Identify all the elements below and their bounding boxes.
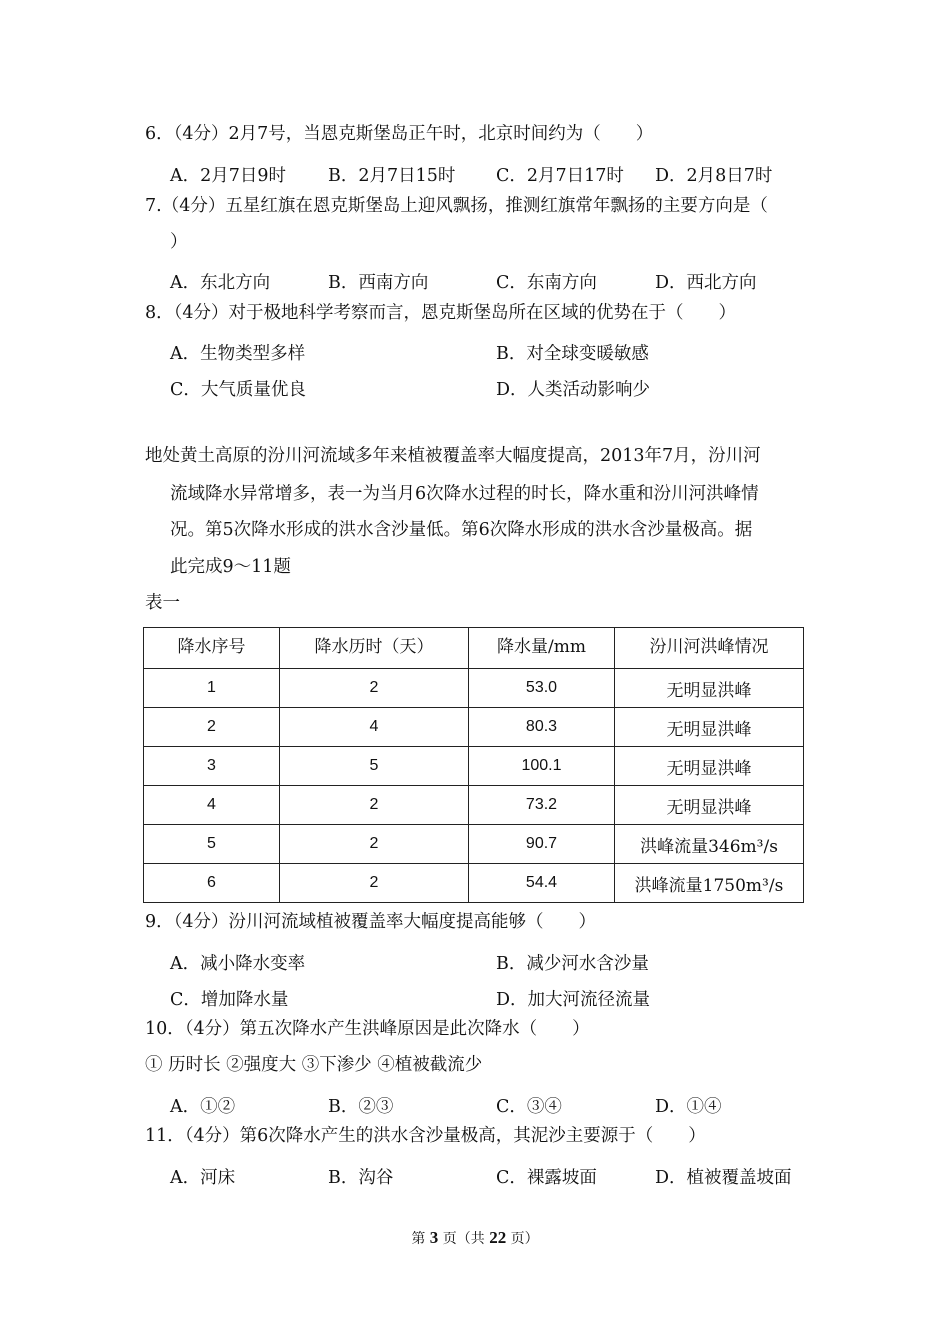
table-cell: 2 xyxy=(280,864,469,903)
table-cell: 73.2 xyxy=(469,786,615,825)
table-cell: 洪峰流量346m³/s xyxy=(615,825,804,864)
question-6-option-a: A．2月7日9时 xyxy=(170,166,287,186)
table-cell: 90.7 xyxy=(469,825,615,864)
table-cell: 2 xyxy=(280,786,469,825)
table-cell: 无明显洪峰 xyxy=(615,747,804,786)
table-cell: 53.0 xyxy=(469,669,615,708)
passage-line-4: 此完成9～11题 xyxy=(170,557,291,577)
question-10-option-b: B．②③ xyxy=(328,1097,394,1117)
table-cell: 5 xyxy=(280,747,469,786)
footer-total-pages: 22 xyxy=(489,1228,507,1247)
table-cell: 100.1 xyxy=(469,747,615,786)
question-8-option-a: A．生物类型多样 xyxy=(170,344,306,364)
table-cell: 无明显洪峰 xyxy=(615,669,804,708)
question-10-option-a: A．①② xyxy=(170,1097,236,1117)
table-cell: 无明显洪峰 xyxy=(615,708,804,747)
question-9-option-b: B．减少河水含沙量 xyxy=(496,954,649,974)
question-7-option-d: D．西北方向 xyxy=(655,273,757,293)
question-10-stem: 10．（4分）第五次降水产生洪峰原因是此次降水（ ） xyxy=(145,1019,590,1039)
question-10-option-d: D．①④ xyxy=(655,1097,722,1117)
table-cell: 无明显洪峰 xyxy=(615,786,804,825)
table-cell: 4 xyxy=(280,708,469,747)
table-row xyxy=(144,864,804,903)
footer-prefix: 第 xyxy=(411,1231,426,1247)
table-header-row xyxy=(144,628,804,669)
question-8-option-c: C．大气质量优良 xyxy=(170,380,306,400)
question-6-option-c: C．2月7日17时 xyxy=(496,166,624,186)
question-9-option-d: D．加大河流径流量 xyxy=(496,990,651,1010)
page-footer xyxy=(0,1228,950,1248)
question-6-option-d: D．2月8日7时 xyxy=(655,166,773,186)
table-cell: 4 xyxy=(144,786,280,825)
table-caption: 表一 xyxy=(145,593,180,613)
passage-line-2: 流域降水异常增多，表一为当月6次降水过程的时长，降水重和汾川河洪峰情 xyxy=(170,484,759,504)
table-cell: 54.4 xyxy=(469,864,615,903)
question-8-option-d: D．人类活动影响少 xyxy=(496,380,651,400)
footer-suffix: 页） xyxy=(510,1231,539,1247)
question-8-stem: 8．（4分）对于极地科学考察而言，恩克斯堡岛所在区域的优势在于（ ） xyxy=(145,303,737,323)
table-cell: 2 xyxy=(280,825,469,864)
question-10-option-c: C．③④ xyxy=(496,1097,562,1117)
header-cell: 降水序号 xyxy=(144,628,280,669)
table-cell: 2 xyxy=(144,708,280,747)
table-cell: 2 xyxy=(280,669,469,708)
table-cell: 洪峰流量1750m³/s xyxy=(615,864,804,903)
question-7-stem: 7.（4分）五星红旗在恩克斯堡岛上迎风飘扬，推测红旗常年飘扬的主要方向是（ xyxy=(145,196,768,216)
question-9-stem: 9．（4分）汾川河流域植被覆盖率大幅度提高能够（ ） xyxy=(145,912,597,932)
footer-page-number: 3 xyxy=(429,1228,439,1247)
table-cell: 3 xyxy=(144,747,280,786)
table-row xyxy=(144,747,804,786)
table-row xyxy=(144,786,804,825)
table-row xyxy=(144,708,804,747)
table-cell: 80.3 xyxy=(469,708,615,747)
question-6-stem: 6．（4分）2月7号，当恩克斯堡岛正午时，北京时间约为（ ） xyxy=(145,124,654,144)
question-11-stem: 11．（4分）第6次降水产生的洪水含沙量极高，其泥沙主要源于（ ） xyxy=(145,1126,706,1146)
table-cell: 1 xyxy=(144,669,280,708)
question-11-option-d: D．植被覆盖坡面 xyxy=(655,1168,792,1188)
question-9-option-a: A．减小降水变率 xyxy=(170,954,306,974)
question-7-option-c: C．东南方向 xyxy=(496,273,597,293)
passage-line-1: 地处黄土高原的汾川河流域多年来植被覆盖率大幅度提高，2013年7月，汾川河 xyxy=(145,446,761,466)
table-row xyxy=(144,669,804,708)
passage-line-3: 况。第5次降水形成的洪水含沙量低。第6次降水形成的洪水含沙量极高。据 xyxy=(170,520,753,540)
question-11-option-a: A．河床 xyxy=(170,1168,236,1188)
precipitation-table xyxy=(143,627,804,903)
question-11-option-b: B．沟谷 xyxy=(328,1168,394,1188)
question-7-stem-continued: ） xyxy=(170,232,188,252)
question-9-option-c: C．增加降水量 xyxy=(170,990,289,1010)
footer-middle: 页（共 xyxy=(442,1231,485,1247)
header-cell: 降水历时（天） xyxy=(280,628,469,669)
question-11-option-c: C．裸露坡面 xyxy=(496,1168,597,1188)
question-7-option-b: B．西南方向 xyxy=(328,273,429,293)
question-8-option-b: B．对全球变暖敏感 xyxy=(496,344,649,364)
table-row xyxy=(144,825,804,864)
header-cell: 降水量/mm xyxy=(469,628,615,669)
table-cell: 5 xyxy=(144,825,280,864)
table-cell: 6 xyxy=(144,864,280,903)
header-cell: 汾川河洪峰情况 xyxy=(615,628,804,669)
question-7-option-a: A．东北方向 xyxy=(170,273,271,293)
question-10-statements: ① 历时长 ②强度大 ③下渗少 ④植被截流少 xyxy=(145,1055,483,1075)
question-6-option-b: B．2月7日15时 xyxy=(328,166,456,186)
